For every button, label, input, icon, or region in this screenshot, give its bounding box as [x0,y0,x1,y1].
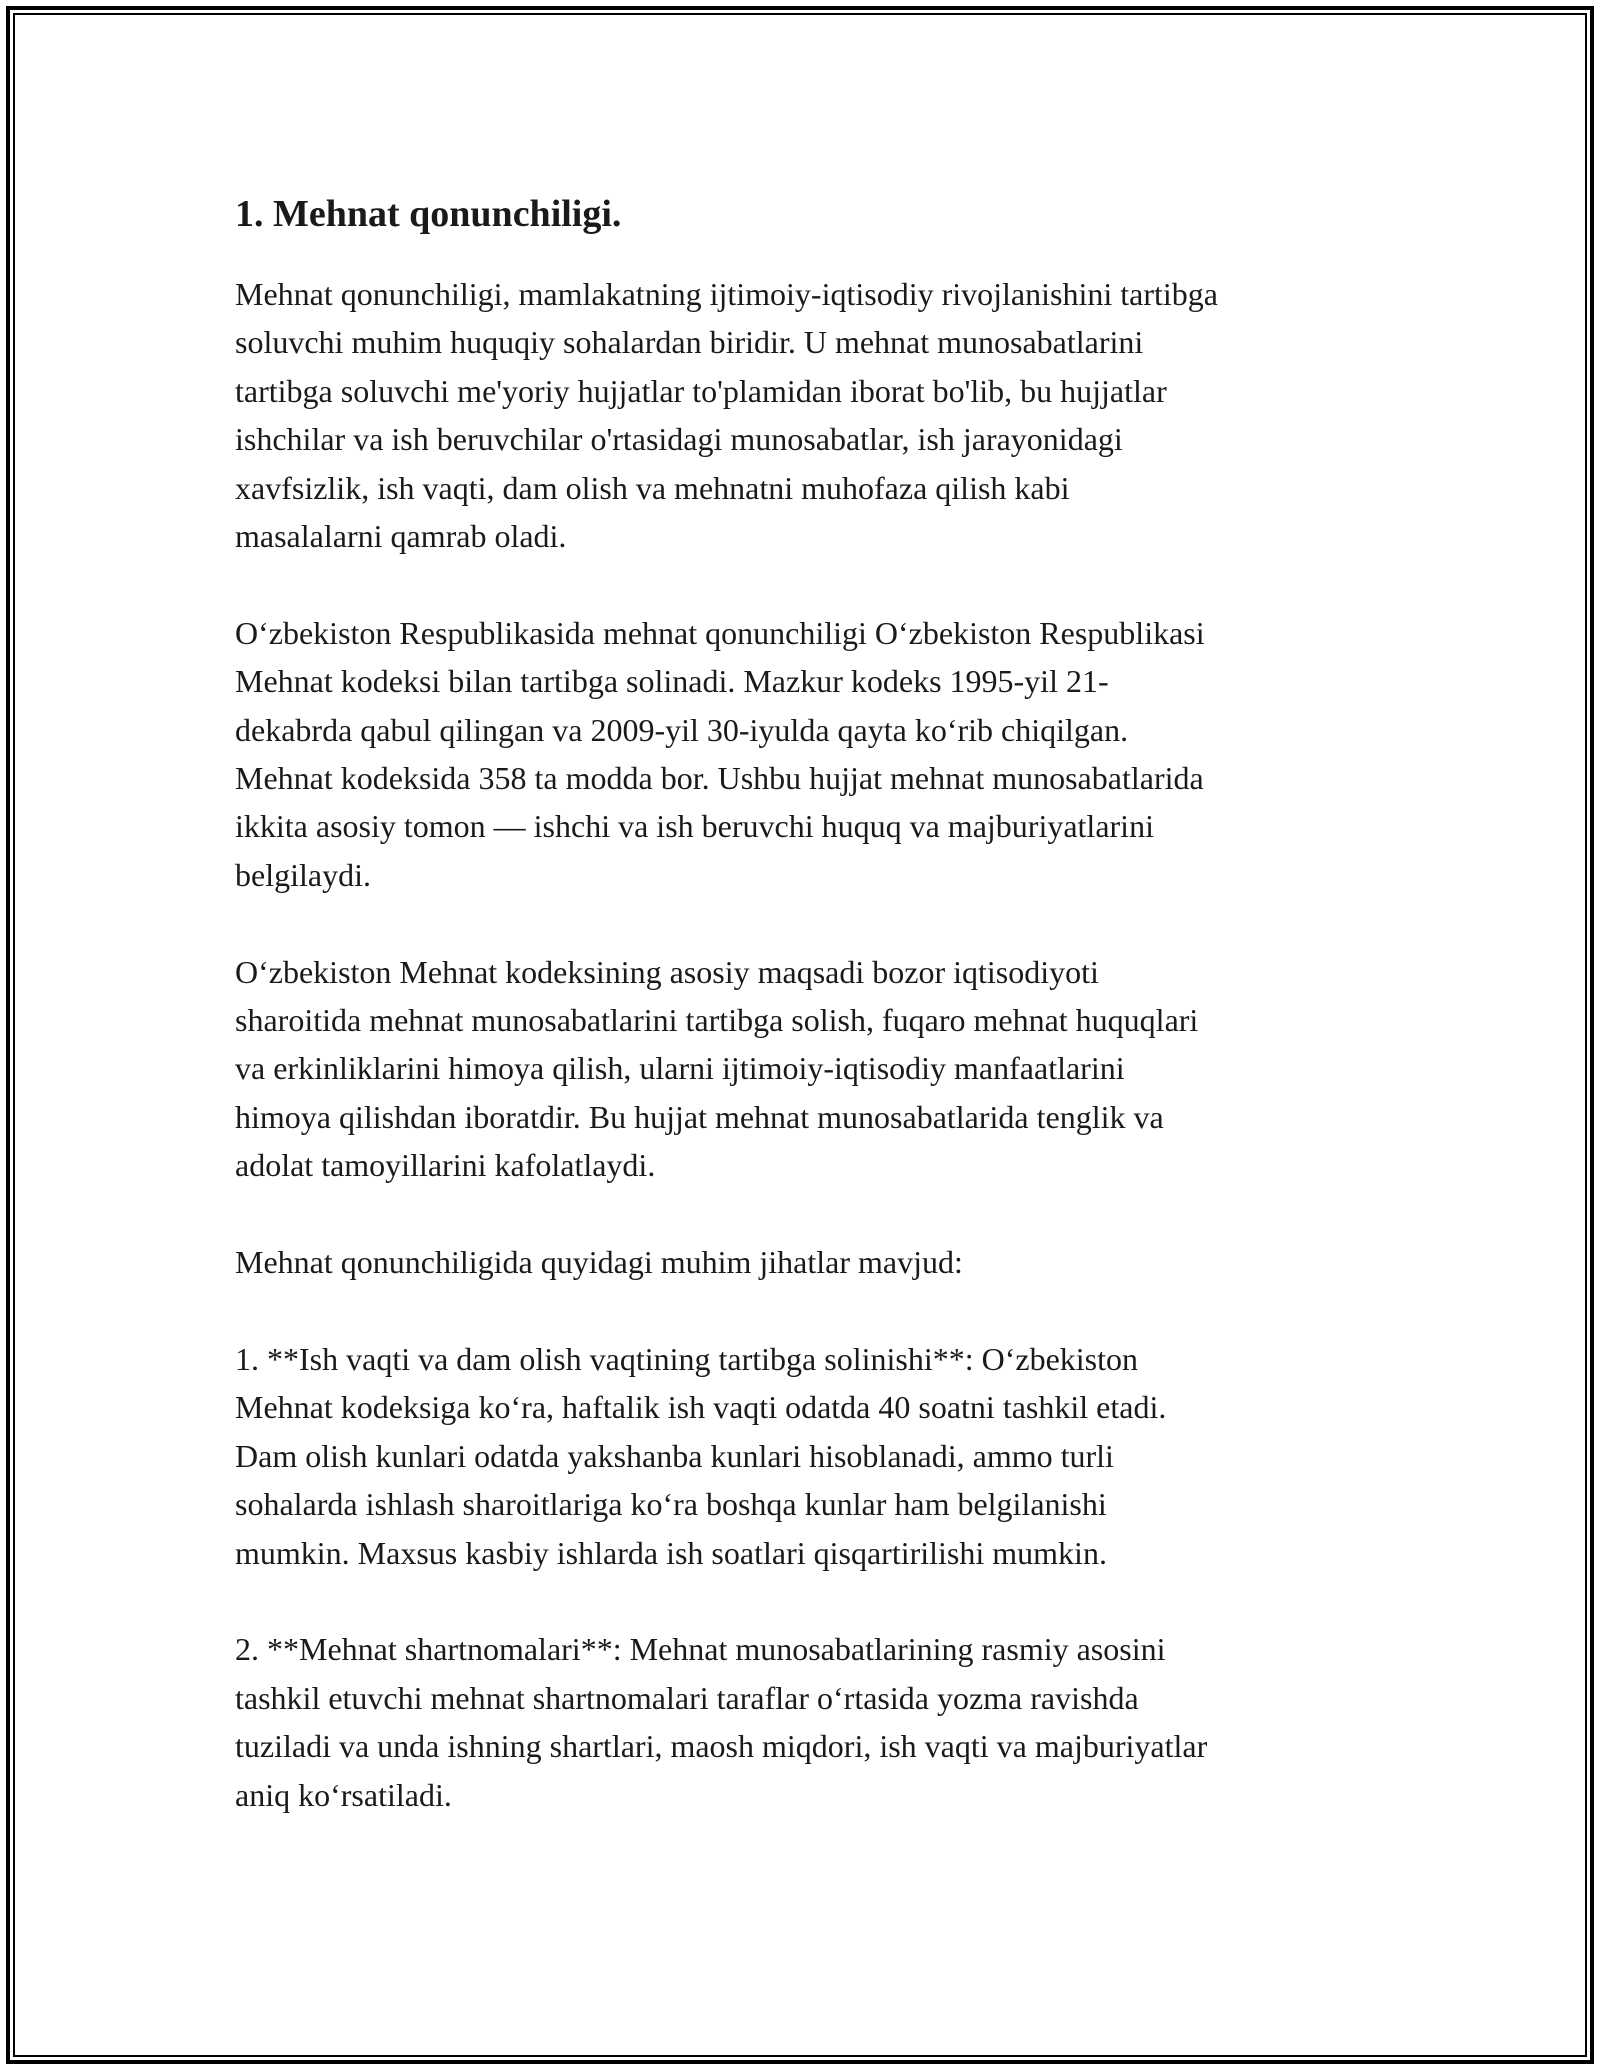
list-item-work-time: 1. **Ish vaqti va dam olish vaqtining tartibga solinishi**: O‘zbekiston Mehnat kodeksiga ko‘ra, haftalik ish vaqti odatda 40 soatni tashkil etadi. Dam olish kunlari odatda yakshanba kunlari hisoblanadi, ammo turli sohalarda ishlash sharoitlariga ko‘ra boshqa kunlar ham belgilanishi mumkin. Maxsus kasbiy ishlarda ish soatlari qisqartirilishi mumkin. [235,1340,1167,1571]
list-item-labor-contracts: 2. **Mehnat shartnomalari**: Mehnat munosabatlarining rasmiy asosini tashkil etuvchi mehnat shartnomalari taraflar o‘rtasida yozma ravishda tuziladi va unda ishning shartlari, maosh miqdori, ish vaqti va majburiyatlar aniq ko‘rsatiladi. [235,1631,1208,1813]
document-title: 1. Mehnat qonunchiligi. [235,193,622,235]
paragraph-code-purpose: O‘zbekiston Mehnat kodeksining asosiy maqsadi bozor iqtisodiyoti sharoitida mehnat munosabatlarini tartibga solish, fuqaro mehnat huquqlari va erkinliklarini himoya qilish, ularni ijtimoiy-iqtisodiy manfaatlarini himoya qilishdan iboratdir. Bu hujjat mehnat munosabatlarida tenglik va adolat tamoyillarini kafolatlaydi. [235,953,1199,1184]
paragraph-intro: Mehnat qonunchiligi, mamlakatning ijtimoiy-iqtisodiy rivojlanishini tartibga soluvchi muhim huquqiy sohalardan biridir. U mehnat munosabatlarini tartibga soluvchi me'yoriy hujjatlar to'plamidan iborat bo'lib, bu hujjatlar ishchilar va ish beruvchilar o'rtasidagi munosabatlar, ish jarayonidagi xavfsizlik, ish vaqti, dam olish va mehnatni muhofaza qilish kabi masalalarni qamrab oladi. [235,276,1218,555]
document-body [235,188,1385,1867]
paragraph-key-aspects: Mehnat qonunchiligida quyidagi muhim jihatlar mavjud: [235,1244,963,1281]
paragraph-labor-code: O‘zbekiston Respublikasida mehnat qonunchiligi O‘zbekiston Respublikasi Mehnat kodeksi bilan tartibga solinadi. Mazkur kodeks 1995-yil 21- dekabrda qabul qilingan va 2009-yil 30-iyulda qayta ko‘rib chiqilgan. Mehnat kodeksida 358 ta modda bor. Ushbu hujjat mehnat munosabatlarida ikkita asosiy tomon — ishchi va ish beruvchi huquq va majburiyatlarini belgilaydi. [235,614,1205,893]
